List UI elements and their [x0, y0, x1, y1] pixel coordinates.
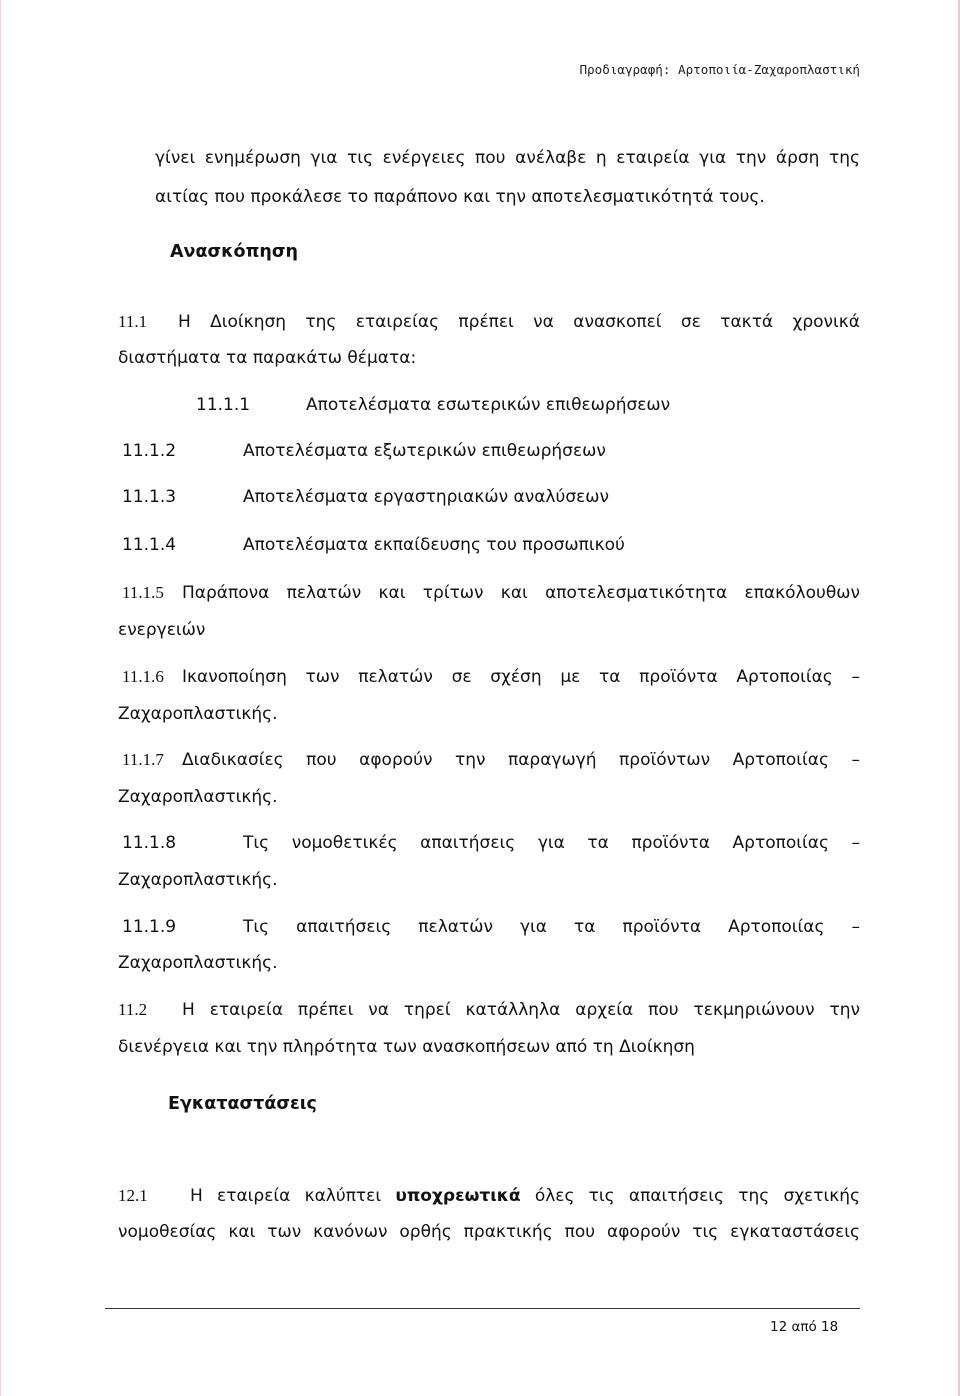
item-text-continuation: Ζαχαροπλαστικής. — [118, 704, 278, 724]
item-text: Διαδικασίες που αφορούν την παραγωγή προϊόντων Αρτοποιίας – — [182, 750, 860, 770]
clause-12-1-line-1 — [190, 1185, 860, 1207]
footer-divider — [105, 1308, 860, 1309]
item-text: Τις απαιτήσεις πελατών για τα προϊόντα Αρτοποιίας – — [243, 917, 860, 937]
clause-11-2-line-1: Η εταιρεία πρέπει να τηρεί κατάλληλα αρχεία που τεκμηριώνουν την — [182, 1000, 860, 1020]
item-text: Ικανοποίηση των πελατών σε σχέση με τα προϊόντα Αρτοποιίας – — [182, 667, 860, 687]
item-text-continuation: Ζαχαροπλαστικής. — [118, 787, 278, 807]
item-number: 11.1.8 — [122, 833, 177, 853]
item-text: Τις νομοθετικές απαιτήσεις για τα προϊόντα Αρτοποιίας – — [243, 833, 860, 853]
clause-12-1-text-post: όλες τις απαιτήσεις της σχετικής — [520, 1186, 860, 1206]
item-number: 11.1.7 — [122, 750, 164, 769]
clause-12-1-text-emphasis: υποχρεωτικά — [395, 1186, 521, 1206]
item-number: 11.1.4 — [122, 535, 177, 555]
item-number: 11.1.2 — [122, 441, 177, 461]
clause-12-1-line-2: νομοθεσίας και των κανόνων ορθής πρακτικής που αφορούν τις εγκαταστάσεις — [118, 1222, 860, 1242]
item-text: Αποτελέσματα εργαστηριακών αναλύσεων — [243, 487, 610, 507]
section-heading-review: Ανασκόπηση — [170, 242, 298, 262]
item-text-continuation: ενεργειών — [118, 620, 206, 640]
clause-12-1-text-pre: Η εταιρεία καλύπτει — [190, 1186, 396, 1206]
item-number: 11.1.6 — [122, 667, 164, 686]
item-text: Αποτελέσματα εσωτερικών επιθεωρήσεων — [306, 395, 671, 415]
item-text: Αποτελέσματα εξωτερικών επιθεωρήσεων — [243, 441, 606, 461]
clause-11-1-line-1: Η Διοίκηση της εταιρείας πρέπει να ανασκοπεί σε τακτά χρονικά — [178, 312, 860, 332]
clause-11-2-line-2: διενέργεια και την πληρότητα των ανασκοπήσεων από τη Διοίκηση — [118, 1037, 695, 1057]
item-text-continuation: Ζαχαροπλαστικής. — [118, 870, 278, 890]
item-text: Αποτελέσματα εκπαίδευσης του προσωπικού — [243, 535, 625, 555]
running-header: Προδιαγραφή: Αρτοποιία-Ζαχαροπλαστική — [579, 62, 860, 77]
clause-number-11-2: 11.2 — [118, 1000, 148, 1019]
item-number: 11.1.3 — [122, 487, 177, 507]
section-heading-facilities: Εγκαταστάσεις — [168, 1094, 317, 1114]
intro-line-1: γίνει ενημέρωση για τις ενέργειες που ανέλαβε η εταιρεία για την άρση της — [155, 148, 860, 168]
item-number: 11.1.9 — [122, 917, 177, 937]
item-text-continuation: Ζαχαροπλαστικής. — [118, 953, 278, 973]
intro-line-2: αιτίας που προκάλεσε το παράπονο και την αποτελεσματικότητά τους. — [155, 187, 765, 207]
item-number: 11.1.5 — [122, 583, 164, 602]
item-number: 11.1.1 — [196, 395, 251, 415]
item-text: Παράπονα πελατών και τρίτων και αποτελεσματικότητα επακόλουθων — [182, 583, 860, 603]
page-number: 12 από 18 — [770, 1319, 839, 1335]
clause-number-12-1: 12.1 — [118, 1186, 148, 1205]
clause-11-1-line-2: διαστήματα τα παρακάτω θέματα: — [118, 348, 417, 368]
clause-number-11-1: 11.1 — [118, 312, 148, 331]
